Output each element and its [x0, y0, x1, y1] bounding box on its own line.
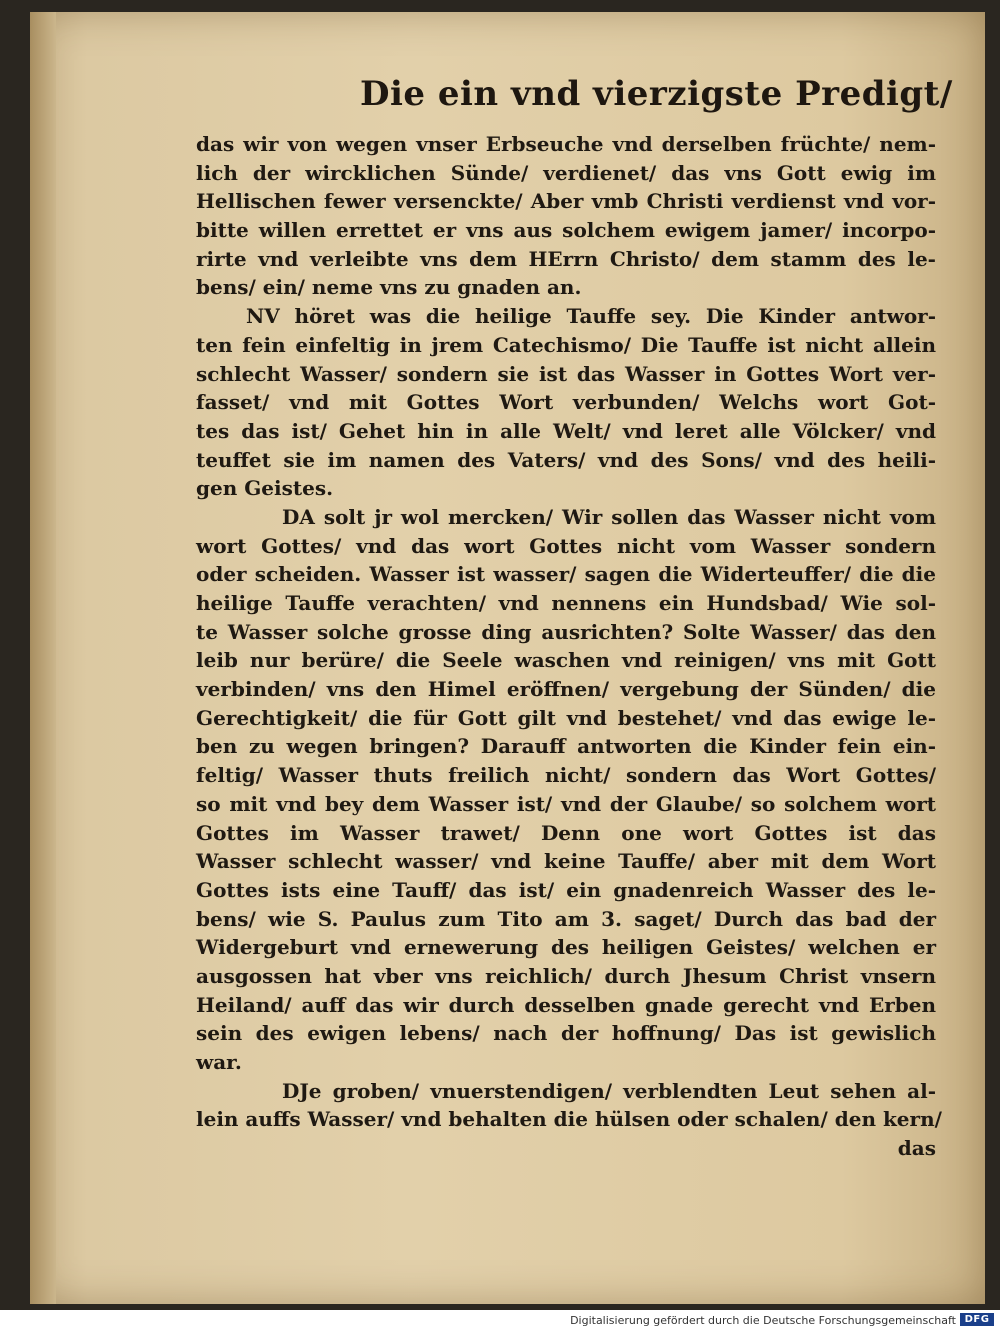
- text-line: so mit vnd bey dem Wasser ist/ vnd der Glaube/ so solchem wort: [196, 791, 936, 816]
- text-line: tes das ist/ Gehet hin in alle Welt/ vnd leret alle Völcker/ vnd: [196, 418, 936, 443]
- text-line: bitte willen errettet er vns aus solchem ewigem jamer/ incorpo-: [196, 218, 936, 243]
- text-line: fasset/ vnd mit Gottes Wort verbunden/ Welchs wort Got-: [196, 390, 936, 415]
- text-line: NV höret was die heilige Tauffe sey. Die Kinder antwor-: [246, 304, 936, 329]
- text-line: teuffet sie im namen des Vaters/ vnd des Sons/ vnd des heili-: [196, 447, 936, 472]
- text-line: bens/ wie S. Paulus zum Tito am 3. saget/ Durch das bad der: [196, 906, 936, 931]
- text-line: das wir von wegen vnser Erbseuche vnd derselben früchte/ nem-: [196, 132, 936, 156]
- text-line: Wasser schlecht wasser/ vnd keine Tauffe/ aber mit dem Wort: [196, 849, 936, 874]
- text-line: war.: [196, 1050, 242, 1074]
- footer-bar: [0, 1310, 1000, 1330]
- text-line: leib nur berüre/ die Seele waschen vnd reinigen/ vns mit Gott: [196, 648, 936, 673]
- text-line: lich der wircklichen Sünde/ verdienet/ das vns Gott ewig im: [196, 160, 936, 185]
- text-line: DJe groben/ vnuerstendigen/ verblendten Leut sehen al-: [282, 1078, 936, 1103]
- text-line: feltig/ Wasser thuts freilich nicht/ sondern das Wort Gottes/: [196, 763, 936, 788]
- dfg-logo: DFG: [960, 1313, 994, 1326]
- text-line: ausgossen hat vber vns reichlich/ durch Jhesum Christ vnsern: [196, 963, 936, 988]
- text-line: ten fein einfeltig in jrem Catechismo/ Die Tauffe ist nicht allein: [196, 332, 936, 357]
- text-line: wort Gottes/ vnd das wort Gottes nicht vom Wasser sondern: [196, 533, 936, 558]
- text-line: schlecht Wasser/ sondern sie ist das Wasser in Gottes Wort ver-: [196, 361, 936, 386]
- text-line: DA solt jr wol mercken/ Wir sollen das Wasser nicht vom: [282, 504, 936, 529]
- text-line: sein des ewigen lebens/ nach der hoffnung/ Das ist gewislich: [196, 1021, 936, 1046]
- text-line: te Wasser solche grosse ding ausrichten? Solte Wasser/ das den: [196, 619, 936, 644]
- text-line: gen Geistes.: [196, 476, 334, 501]
- text-line: Gottes im Wasser trawet/ Denn one wort Gottes ist das: [196, 820, 936, 845]
- text-line: Gottes ists eine Tauff/ das ist/ ein gnadenreich Wasser des le-: [196, 877, 936, 902]
- text-block: [196, 130, 942, 1163]
- text-line: verbinden/ vns den Himel eröffnen/ vergebung der Sünden/ die: [196, 677, 936, 702]
- running-heading: Die ein vnd vierzigste Predigt/: [360, 74, 953, 114]
- text-line: Widergeburt vnd ernewerung des heiligen Geistes/ welchen er: [196, 935, 936, 960]
- text-line: lein auffs Wasser/ vnd behalten die hülsen oder schalen/ den kern/: [196, 1107, 942, 1132]
- text-line: Gerechtigkeit/ die für Gott gilt vnd bestehet/ vnd das ewige le-: [196, 705, 936, 730]
- text-line: heilige Tauffe verachten/ vnd nennens ein Hundsbad/ Wie sol-: [196, 591, 936, 615]
- text-line: Hellischen fewer versenckte/ Aber vmb Christi verdienst vnd vor-: [196, 189, 936, 214]
- catchword: das: [897, 1136, 936, 1161]
- page-edge: [30, 12, 56, 1304]
- text-line: ben zu wegen bringen? Darauff antworten die Kinder fein ein-: [196, 734, 936, 759]
- text-line: rirte vnd verleibte vns dem HErrn Christo/ dem stamm des le-: [196, 246, 936, 271]
- text-line: bens/ ein/ neme vns zu gnaden an.: [196, 275, 582, 300]
- text-line: Heiland/ auff das wir durch desselben gnade gerecht vnd Erben: [196, 992, 936, 1017]
- funding-credit: Digitalisierung gefördert durch die Deutsche Forschungsgemeinschaft: [570, 1314, 956, 1327]
- text-line: oder scheiden. Wasser ist wasser/ sagen die Widerteuffer/ die die: [196, 562, 936, 587]
